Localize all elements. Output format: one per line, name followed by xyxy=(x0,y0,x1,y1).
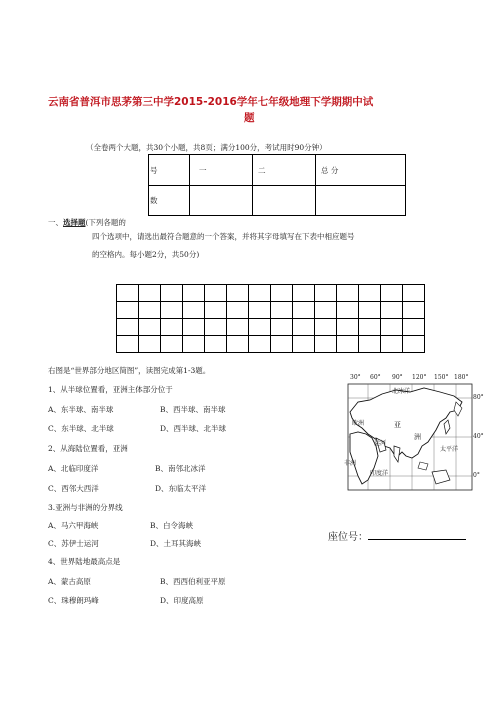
answer-cell[interactable] xyxy=(249,302,271,319)
answer-cell[interactable] xyxy=(117,285,139,302)
lon-label: 60° xyxy=(370,374,381,381)
answer-cell[interactable] xyxy=(117,302,139,319)
answer-cell[interactable] xyxy=(271,302,293,319)
answer-cell[interactable] xyxy=(249,336,271,353)
option[interactable]: C、苏伊士运河 xyxy=(48,539,99,548)
answer-cell[interactable] xyxy=(227,319,249,336)
answer-cell[interactable] xyxy=(403,285,425,302)
lon-label: 120° xyxy=(412,374,427,381)
map-label-asia-1: 亚 xyxy=(394,421,401,429)
lon-label: 180° xyxy=(454,374,469,381)
answer-cell[interactable] xyxy=(183,302,205,319)
answer-cell[interactable] xyxy=(205,285,227,302)
answer-cell[interactable] xyxy=(403,319,425,336)
exam-note: （全卷两个大题，共30个小题，共8页；满分100分，考试用时90分钟） xyxy=(86,143,327,152)
answer-cell[interactable] xyxy=(359,319,381,336)
answer-cell[interactable] xyxy=(315,336,337,353)
lat-label: 80° xyxy=(473,394,484,401)
section-instructions-1: 四个选项中，请选出最符合题意的一个答案，并将其字母填写在下表中相应题号 xyxy=(92,232,355,241)
answer-cell[interactable] xyxy=(315,319,337,336)
option[interactable]: D、印度高原 xyxy=(160,596,204,605)
section-instructions-2: 的空格内。每小题2分，共50分) xyxy=(92,250,200,259)
option[interactable]: A、蒙古高原 xyxy=(48,577,91,586)
answer-cell[interactable] xyxy=(139,285,161,302)
world-region-map xyxy=(336,372,484,502)
answer-cell[interactable] xyxy=(183,336,205,353)
question-stem: 1、从半球位置看，亚洲主体部分位于 xyxy=(48,385,173,394)
answer-cell[interactable] xyxy=(337,285,359,302)
option[interactable]: B、西西伯利亚平原 xyxy=(160,577,226,586)
score-cell: 总 分 xyxy=(316,155,406,186)
option[interactable]: B、白令海峡 xyxy=(150,521,194,530)
answer-cell[interactable] xyxy=(337,302,359,319)
answer-cell[interactable] xyxy=(271,319,293,336)
answer-cell[interactable] xyxy=(315,302,337,319)
score-cell[interactable] xyxy=(253,186,316,216)
map-label-indian: 印度洋 xyxy=(370,470,389,477)
score-table xyxy=(148,154,406,216)
answer-cell[interactable] xyxy=(139,319,161,336)
option[interactable]: D、西半球、北半球 xyxy=(160,424,227,433)
lat-label: 40° xyxy=(473,433,484,440)
answer-cell[interactable] xyxy=(293,319,315,336)
answer-grid-row xyxy=(117,302,425,319)
answer-cell[interactable] xyxy=(139,302,161,319)
answer-cell[interactable] xyxy=(293,302,315,319)
option[interactable]: D、土耳其海峡 xyxy=(150,539,202,548)
answer-cell[interactable] xyxy=(249,319,271,336)
score-cell: 数 xyxy=(149,186,190,216)
answer-cell[interactable] xyxy=(381,285,403,302)
answer-cell[interactable] xyxy=(403,336,425,353)
answer-grid-row xyxy=(117,285,425,302)
answer-grid-row xyxy=(117,336,425,353)
answer-cell[interactable] xyxy=(403,302,425,319)
seat-number-field[interactable] xyxy=(368,529,466,540)
answer-grid-row xyxy=(117,319,425,336)
answer-cell[interactable] xyxy=(337,319,359,336)
question-stem: 4、世界陆地最高点是 xyxy=(48,557,121,566)
answer-cell[interactable] xyxy=(117,319,139,336)
answer-cell[interactable] xyxy=(293,285,315,302)
section-heading: 一、选择题(下列各题的 xyxy=(48,218,126,227)
answer-cell[interactable] xyxy=(227,336,249,353)
answer-cell[interactable] xyxy=(359,302,381,319)
answer-cell[interactable] xyxy=(315,285,337,302)
answer-cell[interactable] xyxy=(117,336,139,353)
answer-cell[interactable] xyxy=(139,336,161,353)
option[interactable]: A、北临印度洋 xyxy=(48,464,99,473)
answer-cell[interactable] xyxy=(161,285,183,302)
seat-number xyxy=(328,528,466,543)
answer-cell[interactable] xyxy=(205,302,227,319)
answer-grid xyxy=(116,284,425,353)
seat-number-label: 座位号： xyxy=(328,532,368,543)
lon-label: 90° xyxy=(392,374,403,381)
answer-cell[interactable] xyxy=(381,302,403,319)
lon-label: 30° xyxy=(350,374,361,381)
answer-cell[interactable] xyxy=(359,336,381,353)
answer-cell[interactable] xyxy=(161,302,183,319)
option[interactable]: D、东临太平洋 xyxy=(155,484,207,493)
lat-label: 0° xyxy=(473,472,480,479)
map-label-arctic: 北冰洋 xyxy=(392,388,411,395)
score-cell: 二 xyxy=(253,155,316,186)
answer-cell[interactable] xyxy=(293,336,315,353)
map-label-pacific: 太平洋 xyxy=(440,446,459,453)
option[interactable]: C、珠穆朗玛峰 xyxy=(48,596,99,605)
option[interactable]: C、西邻大西洋 xyxy=(48,484,99,493)
answer-cell[interactable] xyxy=(271,336,293,353)
score-cell: 号 xyxy=(149,155,190,186)
score-cell[interactable] xyxy=(316,186,406,216)
map-label-europe: 欧洲 xyxy=(352,420,365,427)
map-label-canal: 运河 xyxy=(374,440,387,447)
answer-cell[interactable] xyxy=(249,285,271,302)
answer-cell[interactable] xyxy=(161,336,183,353)
option[interactable]: A、马六甲海峡 xyxy=(48,521,99,530)
answer-cell[interactable] xyxy=(183,285,205,302)
option[interactable]: C、东半球、北半球 xyxy=(48,424,114,433)
page-title-line1: 云南省普洱市思茅第三中学2015-2016学年七年级地理下学期期中试 xyxy=(48,96,374,108)
option[interactable]: B、南邻北冰洋 xyxy=(155,464,206,473)
score-cell[interactable] xyxy=(190,186,253,216)
question-intro: 右图是“世界部分地区简图”，读图完成第1-3题。 xyxy=(48,366,211,375)
answer-cell[interactable] xyxy=(205,336,227,353)
answer-cell[interactable] xyxy=(381,319,403,336)
answer-cell[interactable] xyxy=(205,319,227,336)
score-cell: 一 xyxy=(190,155,253,186)
answer-cell[interactable] xyxy=(337,336,359,353)
question-stem: 3.亚洲与非洲的分界线 xyxy=(48,503,123,512)
answer-cell[interactable] xyxy=(359,285,381,302)
question-stem: 2、从海陆位置看，亚洲 xyxy=(48,444,128,453)
answer-cell[interactable] xyxy=(381,336,403,353)
option[interactable]: A、东半球、南半球 xyxy=(48,405,114,414)
option[interactable]: B、西半球、南半球 xyxy=(160,405,226,414)
lon-label: 150° xyxy=(434,374,449,381)
answer-cell[interactable] xyxy=(183,319,205,336)
map-label-asia-2: 洲 xyxy=(414,433,421,441)
map-label-africa: 非洲 xyxy=(344,460,357,467)
answer-cell[interactable] xyxy=(161,319,183,336)
answer-cell[interactable] xyxy=(227,285,249,302)
answer-cell[interactable] xyxy=(271,285,293,302)
page-title-line2: 题 xyxy=(244,112,255,124)
answer-cell[interactable] xyxy=(227,302,249,319)
